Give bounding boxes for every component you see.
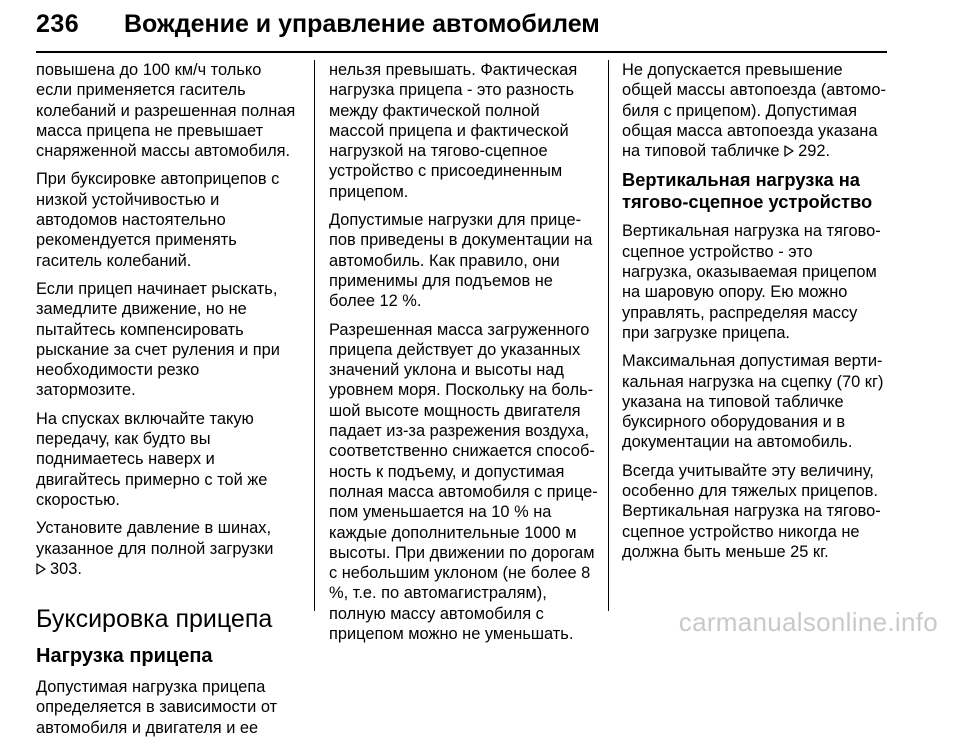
paragraph [36, 518, 298, 579]
triangle-arrow-icon [36, 563, 46, 575]
page-reference-link[interactable]: 292. [798, 142, 831, 161]
column-2 [329, 60, 598, 652]
paragraph [622, 60, 886, 161]
page-title: Вождение и управление автомобилем [124, 10, 600, 38]
column-divider-2 [608, 60, 609, 611]
column-3 [622, 60, 886, 570]
watermark: carmanualsonline.info [678, 607, 938, 637]
page-reference-link[interactable]: 303. [50, 559, 82, 578]
section-heading: Вертикальная нагрузка на тягово-сцепное устройство [622, 169, 873, 213]
page-number: 236 [36, 10, 80, 38]
paragraph-text: Установите давление в шинах, указанное для полной загрузки [36, 519, 274, 558]
paragraph: При буксировке автоприцепов с низкой устойчивостью и автодомов настоятельно рекомендуется применять гаситель колебаний. [36, 170, 280, 270]
paragraph: Допустимая нагрузка прицепа определяется в зависимости от автомобиля и двигателя и ее [36, 678, 278, 737]
paragraph: Допустимые нагрузки для прицепов приведены в документации на автомобиль. Как правило, они применимы для подъемов не более 12 %. [329, 211, 593, 311]
paragraph: Всегда учитывайте эту величину, особенно для тяжелых прицепов. Вертикальная нагрузка на тягово-сцепное устройство никогда не должна быть меньше 25 кг. [622, 461, 881, 561]
paragraph: повышена до 100 км/ч только если применяется гаситель колебаний и разрешенная полная масса прицепа не превышает снаряженной массы автомобиля. [36, 61, 296, 161]
paragraph: На спусках включайте такую передачу, как будто вы поднимаетесь наверх и двигайтесь примерно с той же скоростью. [36, 409, 268, 509]
paragraph: Максимальная допустимая вертикальная нагрузка на сцепку (70 кг) указана на типовой табличке буксирного оборудования и в документации на автомобиль. [622, 352, 884, 452]
paragraph: Вертикальная нагрузка на тягово-сцепное устройство - это нагрузка, оказываемая прицепом на шаровую опору. Ею можно управлять, распределяя массу при загрузке прицепа. [622, 222, 881, 342]
subsection-title: Нагрузка прицепа [36, 645, 213, 668]
paragraph: Разрешенная масса загруженного прицепа действует до указанных значений уклона и высоты над уровнем моря. Поскольку на большой высоте мощность двигателя падает из-за разрежения воздуха, соответственно снижается способность к подъему, и допустимая полная масса автомобиля с прицепом уменьшается на 10 % на каждые дополнительные 1000 м высоты. При движении по дорогам с небольшим уклоном (не более 8 %, т.е. по автомагистралям), полную массу автомобиля с прицепом можно не уменьшать. [329, 320, 598, 644]
header-divider [36, 51, 887, 53]
column-1 [36, 60, 298, 746]
paragraph: нельзя превышать. Фактическая нагрузка прицепа - это разность между фактической полной массой прицепа и фактической нагрузкой на тягово-сцепное устройство с присоединенным прицепом. [329, 61, 578, 201]
paragraph-text: Не допускается превышение общей массы автопоезда (автомобиля с прицепом). Допустимая общая масса автопоезда указана на типовой табличке [622, 61, 886, 161]
section-title: Буксировка прицепа [36, 605, 273, 634]
page-header [0, 0, 960, 56]
triangle-arrow-icon [784, 145, 794, 157]
column-divider-1 [314, 60, 315, 611]
paragraph: Если прицеп начинает рыскать, замедлите движение, но не пытайтесь компенсировать рыскание за счет руления и при необходимости резко затормозите. [36, 279, 280, 400]
